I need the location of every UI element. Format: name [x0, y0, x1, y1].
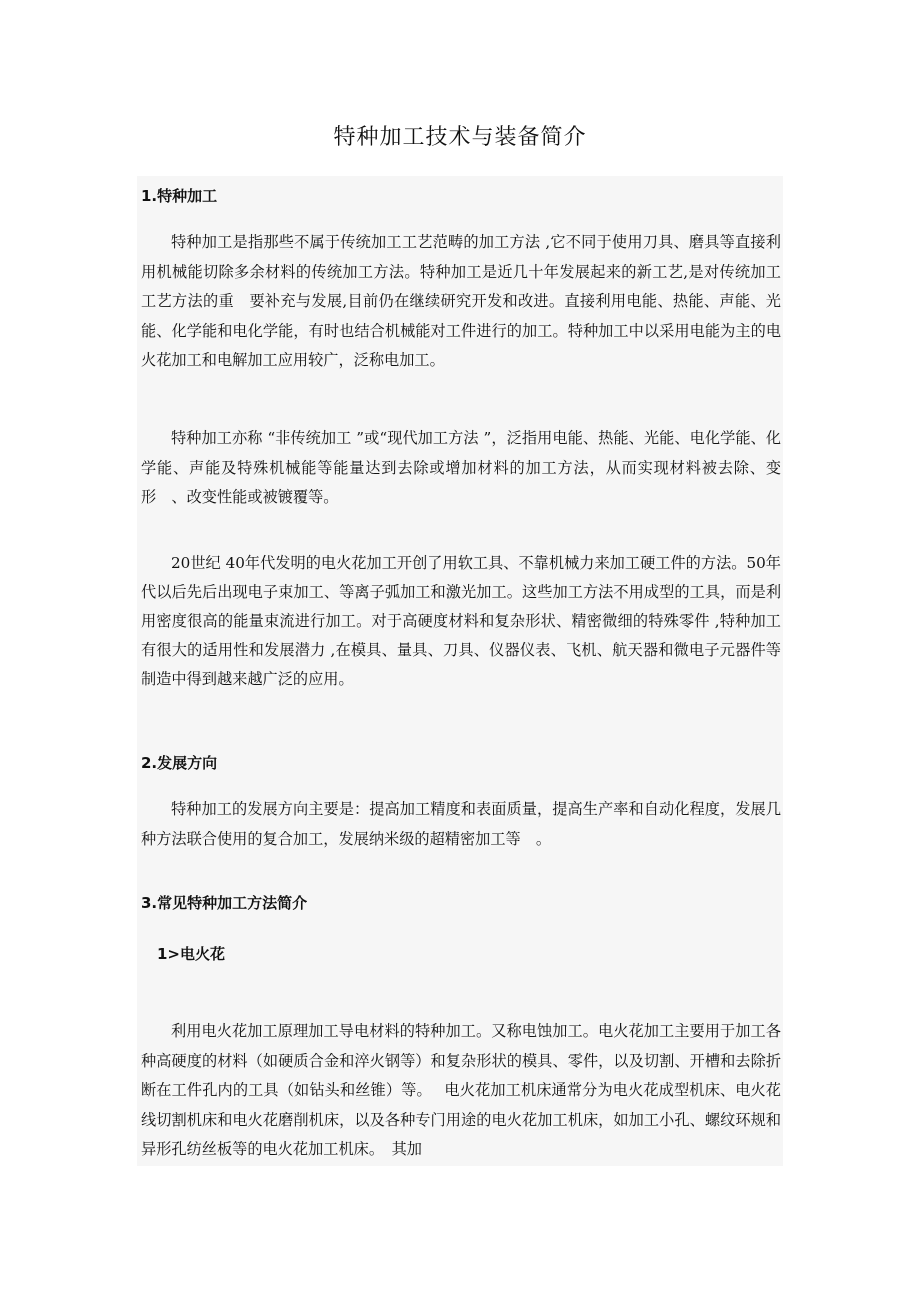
paragraph: 特种加工是指那些不属于传统加工工艺范畴的加工方法 ,它不同于使用刀具、磨具等直接利用机械能切除多余材料的传统加工方法。特种加工是近几十年发展起来的新工艺,是对传统加工工艺方法的重 要补充与发展,目前仍在继续研究开发和改进。直接利用电能、热能、声能、光能、化学能和电化学能，有时也结合机械能对工件进行的加工。特种加工中以采用电能为主的电火花加工和电解加工应用较广，泛称电加工。: [141, 233, 781, 369]
section-heading-1: 1.特种加工: [141, 187, 218, 205]
document-title: 特种加工技术与装备简介: [333, 125, 587, 150]
section-heading-2: 2.发展方向: [141, 754, 218, 772]
document-body: [137, 176, 783, 1166]
subsection-heading: 1>电火花: [157, 945, 226, 963]
paragraph: 特种加工的发展方向主要是：提高加工精度和表面质量，提高生产率和自动化程度，发展几种方法联合使用的复合加工，发展纳米级的超精密加工等 。: [141, 800, 781, 848]
paragraph: 利用电火花加工原理加工导电材料的特种加工。又称电蚀加工。电火花加工主要用于加工各种高硬度的材料（如硬质合金和淬火钢等）和复杂形状的模具、零件，以及切割、开槽和去除折断在工件孔内的工具（如钻头和丝锥）等。 电火花加工机床通常分为电火花成型机床、电火花线切割机床和电火花磨削机床，以及各种专门用途的电火花加工机床，如加工小孔、螺纹环规和异形孔纺丝板等的电火花加工机床。 其加: [141, 1022, 781, 1158]
section-heading-3: 3.常见特种加工方法简介: [141, 894, 308, 912]
paragraph: 特种加工亦称 “非传统加工 ”或“现代加工方法 ”，泛指用电能、热能、光能、电化学能、化学能、声能及特殊机械能等能量达到去除或增加材料的加工方法，从而实现材料被去除、变形 、改变性能或被镀覆等。: [141, 429, 781, 506]
paragraph: 20世纪 40年代发明的电火花加工开创了用软工具、不靠机械力来加工硬工件的方法。50年代以后先后出现电子束加工、等离子弧加工和激光加工。这些加工方法不用成型的工具，而是利用密度很高的能量束流进行加工。对于高硬度材料和复杂形状、精密微细的特殊零件 ,特种加工有很大的适用性和发展潜力 ,在模具、量具、刀具、仪器仪表、飞机、航天器和微电子元器件等制造中得到越来越广泛的应用。: [141, 554, 781, 688]
